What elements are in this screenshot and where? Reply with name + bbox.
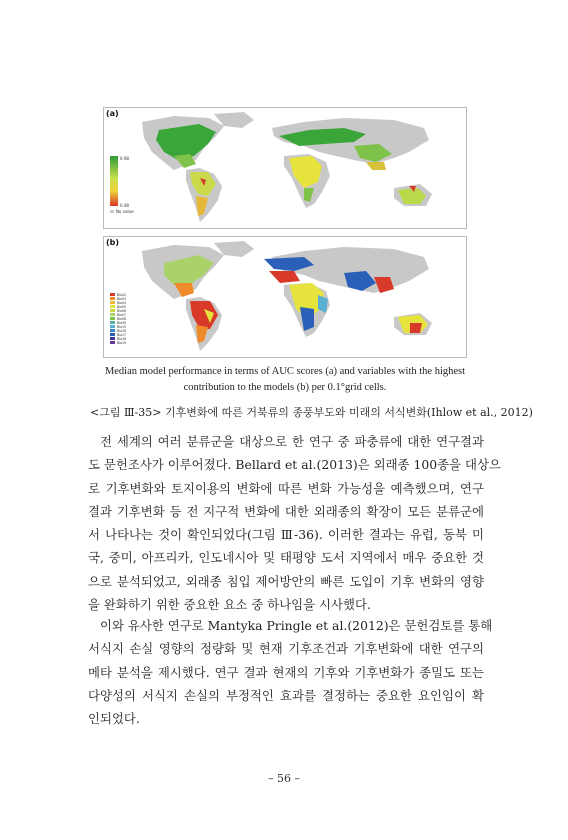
svg-text:Bio03: Bio03 xyxy=(117,297,127,301)
legend-na: No value xyxy=(116,209,134,214)
paragraph-line: 로 기후변화와 토지이용의 변화에 따른 변화 가능성을 예측했으며, 연구 xyxy=(88,480,484,496)
paragraph-1 xyxy=(88,430,501,616)
svg-text:Bio02: Bio02 xyxy=(117,293,127,297)
map-panel-b xyxy=(103,236,467,358)
legend-gradient xyxy=(110,156,118,206)
paragraph-line: 도 문헌조사가 이루어졌다. Bellard et al.(2013)은 외래종 100종을 대상으 xyxy=(88,457,501,473)
map-panel-a xyxy=(103,107,467,229)
svg-text:Bio09: Bio09 xyxy=(117,321,127,325)
land-mass xyxy=(142,241,432,351)
world-map-auc xyxy=(104,108,466,228)
legend-low: 0.48 xyxy=(120,203,129,208)
paragraph-line: 을 완화하기 위한 중요한 요소 중 하나임을 시사했다. xyxy=(88,597,371,613)
figure-maps xyxy=(103,107,465,358)
svg-text:Bio17: Bio17 xyxy=(117,333,127,337)
svg-text:Bio18: Bio18 xyxy=(117,337,127,341)
world-map-variables xyxy=(104,237,466,357)
paragraph-line: 다양성의 서식지 손실의 부정적인 효과를 결정하는 중요한 요인임이 확 xyxy=(88,687,484,703)
paragraph-line: 국, 중미, 아프리카, 인도네시아 및 태평양 도서 지역에서 매우 중요한 것 xyxy=(88,550,484,566)
paragraph-line: 이와 유사한 연구로 Mantyka Pringle et al.(2012)은 문헌검토를 통해 xyxy=(100,618,493,633)
paragraph-line: 메타 분석을 제시했다. 연구 결과 현재의 기후와 기후변화가 종밀도 또는 xyxy=(88,664,484,680)
figure-caption-en-line1: Median model performance in terms of AUC scores (a) and variables with the highest xyxy=(104,366,466,377)
svg-text:Bio05: Bio05 xyxy=(117,305,127,309)
svg-text:Bio08: Bio08 xyxy=(117,317,127,321)
paragraph-line: 서 나타나는 것이 확인되었다(그림 Ⅲ-36). 이러한 결과는 유럽, 동북 미 xyxy=(88,527,484,543)
svg-text:Bio07: Bio07 xyxy=(117,313,127,317)
page-number: – 56 – xyxy=(268,772,300,785)
variable-legend xyxy=(110,293,126,345)
figure-caption-en-line2: contribution to the models (b) per 0.1°grid cells. xyxy=(183,382,387,393)
paragraph-line: 인되었다. xyxy=(88,711,140,727)
paragraph-2 xyxy=(88,614,493,730)
svg-text:Bio15: Bio15 xyxy=(117,325,127,329)
paragraph-line: 전 세계의 여러 분류군을 대상으로 한 연구 중 파충류에 대한 연구결과 xyxy=(100,434,484,449)
paragraph-line: 결과 기후변화 등 전 지구적 변화에 대한 외래종의 확장이 모든 분류군에 xyxy=(88,503,484,519)
svg-text:Bio16: Bio16 xyxy=(117,329,127,333)
panel-b-label: (b) xyxy=(106,238,120,247)
panel-a-label: (a) xyxy=(106,109,119,118)
svg-text:Bio06: Bio06 xyxy=(117,309,127,313)
legend-high: 0.98 xyxy=(120,156,129,161)
svg-text:Bio04: Bio04 xyxy=(117,301,127,305)
legend-na-swatch xyxy=(110,210,114,213)
figure-title: <그림 Ⅲ-35> 기후변화에 따른 거북류의 종풍부도와 미래의 서식변화(Ihlow et al., 2012) xyxy=(90,406,533,419)
paragraph-line: 서식지 손실 영향의 정량화 및 현재 기후조건과 기후변화에 대한 연구의 xyxy=(88,641,484,657)
paragraph-line: 으로 분석되었고, 외래종 침입 제어방안의 빠른 도입이 기후 변화의 영향 xyxy=(88,573,484,589)
svg-text:Bio19: Bio19 xyxy=(117,341,127,345)
